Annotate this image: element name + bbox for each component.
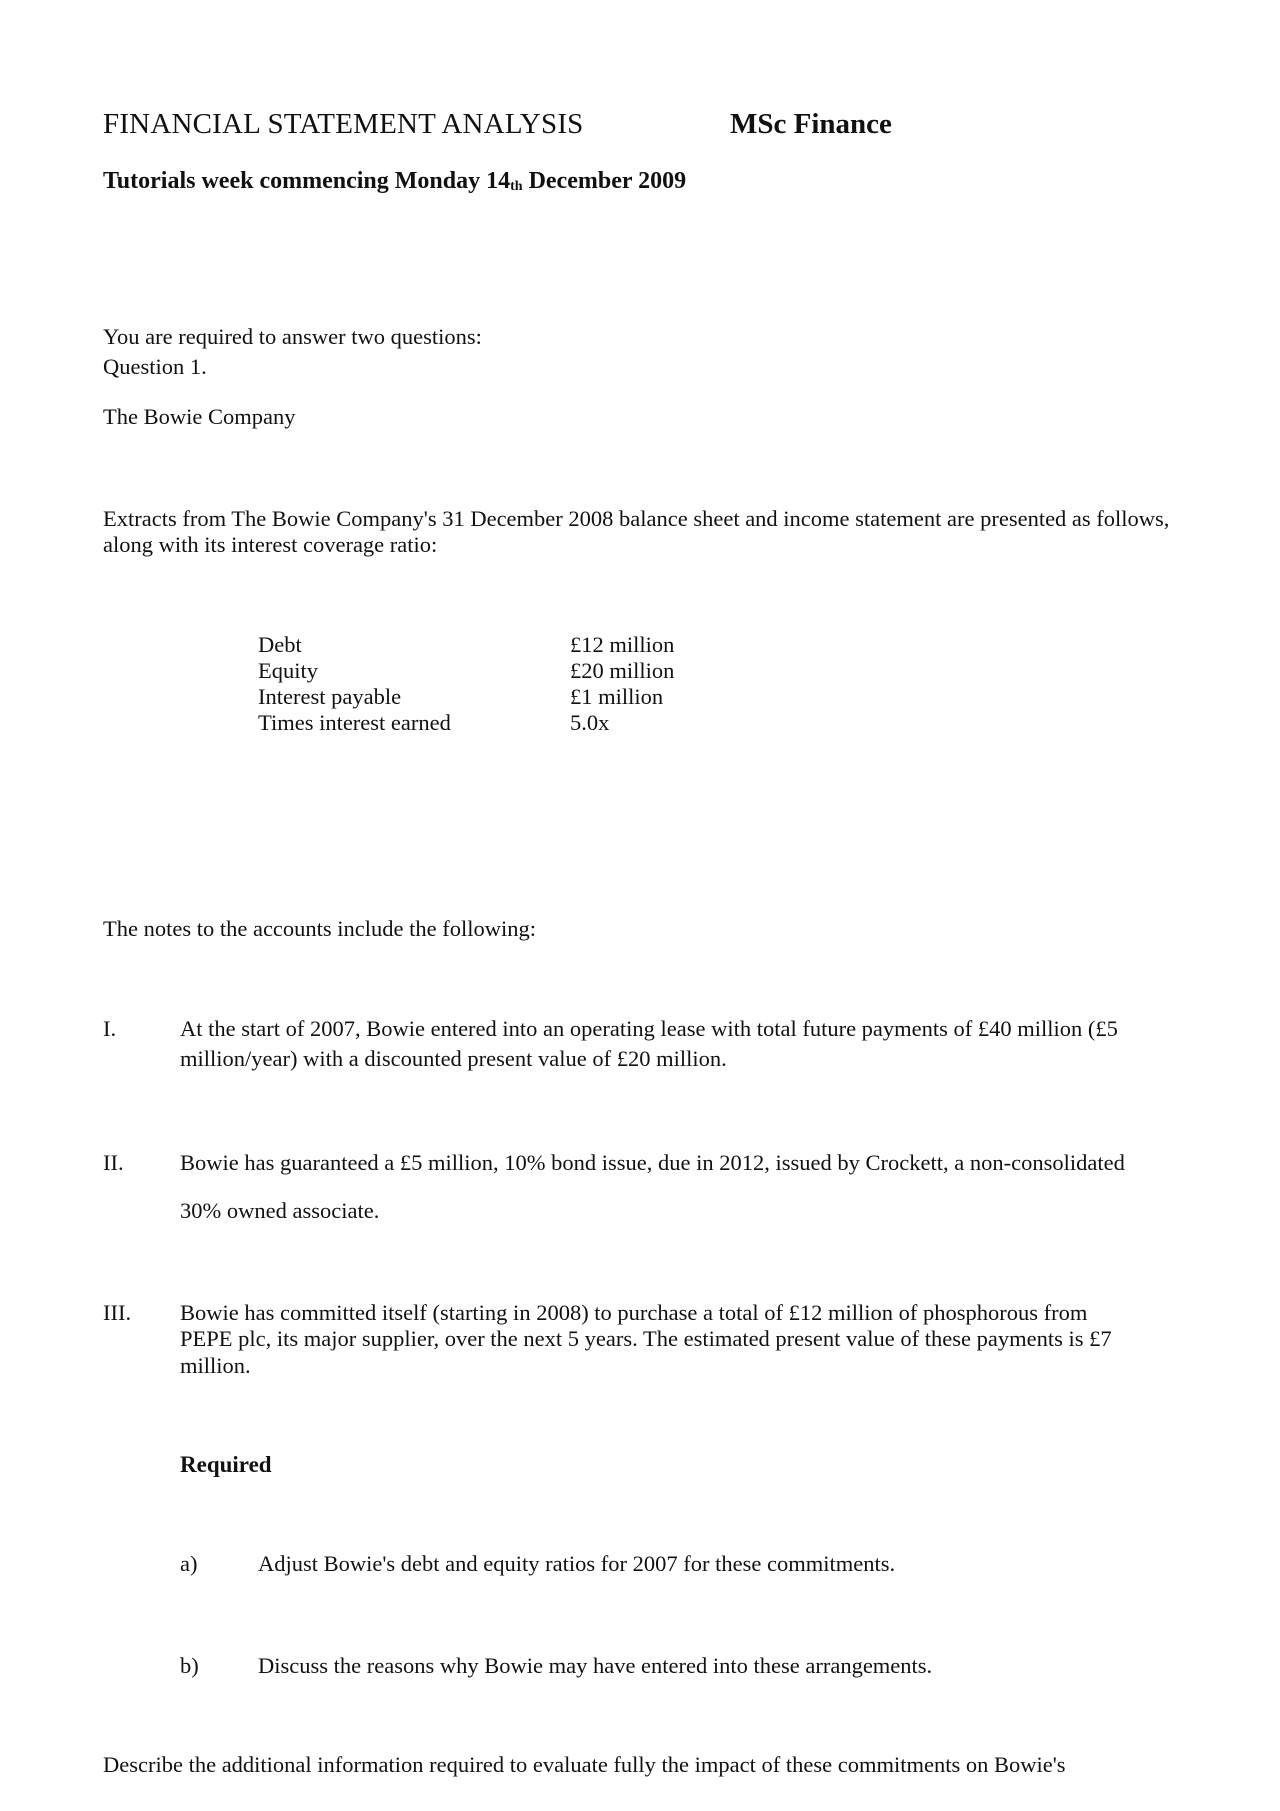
question-label: Question 1.	[103, 354, 207, 379]
extract-paragraph: Extracts from The Bowie Company's 31 December 2008 balance sheet and income statement are presented as follows, along with its interest coverage ratio:	[103, 506, 1170, 557]
note-line: At the start of 2007, Bowie entered into an operating lease with total future payments of £40 million (£5	[180, 1016, 1118, 1041]
week-suffix: December 2009	[522, 168, 687, 194]
row-value: £12 million	[570, 632, 675, 657]
row-label: Interest payable	[258, 684, 402, 709]
required-item-letter: b)	[180, 1653, 199, 1678]
note-line: Bowie has committed itself (starting in 2008) to purchase a total of £12 million of phosphorous from	[180, 1300, 1088, 1325]
note-number: II.	[103, 1150, 124, 1175]
tutorial-week	[103, 168, 686, 195]
company-name: The Bowie Company	[103, 404, 296, 429]
week-prefix: Tutorials week commencing Monday 14	[103, 168, 511, 194]
program-name: MSc Finance	[730, 108, 892, 140]
required-heading: Required	[180, 1452, 272, 1477]
note-line: million.	[180, 1353, 251, 1378]
notes-intro: The notes to the accounts include the following:	[103, 916, 537, 941]
trailing-paragraph: Describe the additional information required to evaluate fully the impact of these commitments on Bowie's	[103, 1752, 1066, 1777]
note-number: III.	[103, 1300, 132, 1325]
note-line: PEPE plc, its major supplier, over the next 5 years. The estimated present value of these payments is £7	[180, 1326, 1112, 1351]
instruction-text: You are required to answer two questions:	[103, 324, 482, 349]
row-value: £20 million	[570, 658, 675, 683]
week-ordinal: th	[510, 179, 523, 194]
row-value: £1 million	[570, 684, 664, 709]
row-label: Debt	[258, 632, 302, 657]
table-row	[258, 658, 674, 684]
required-item-text: Adjust Bowie's debt and equity ratios for 2007 for these commitments.	[258, 1551, 896, 1576]
note-line: million/year) with a discounted present value of £20 million.	[180, 1046, 727, 1071]
required-item-letter: a)	[180, 1551, 198, 1576]
row-value: 5.0x	[570, 710, 610, 735]
table-row	[258, 632, 674, 658]
table-row	[258, 710, 674, 736]
table-row	[258, 684, 674, 710]
row-label: Equity	[258, 658, 318, 683]
required-item-text: Discuss the reasons why Bowie may have entered into these arrangements.	[258, 1653, 933, 1678]
note-number: I.	[103, 1016, 117, 1041]
financial-extract-table	[258, 632, 674, 736]
note-line: 30% owned associate.	[180, 1198, 380, 1223]
row-label: Times interest earned	[258, 710, 451, 735]
note-line: Bowie has guaranteed a £5 million, 10% bond issue, due in 2012, issued by Crockett, a non-consolidated	[180, 1150, 1125, 1175]
document-title: FINANCIAL STATEMENT ANALYSIS	[103, 108, 584, 140]
